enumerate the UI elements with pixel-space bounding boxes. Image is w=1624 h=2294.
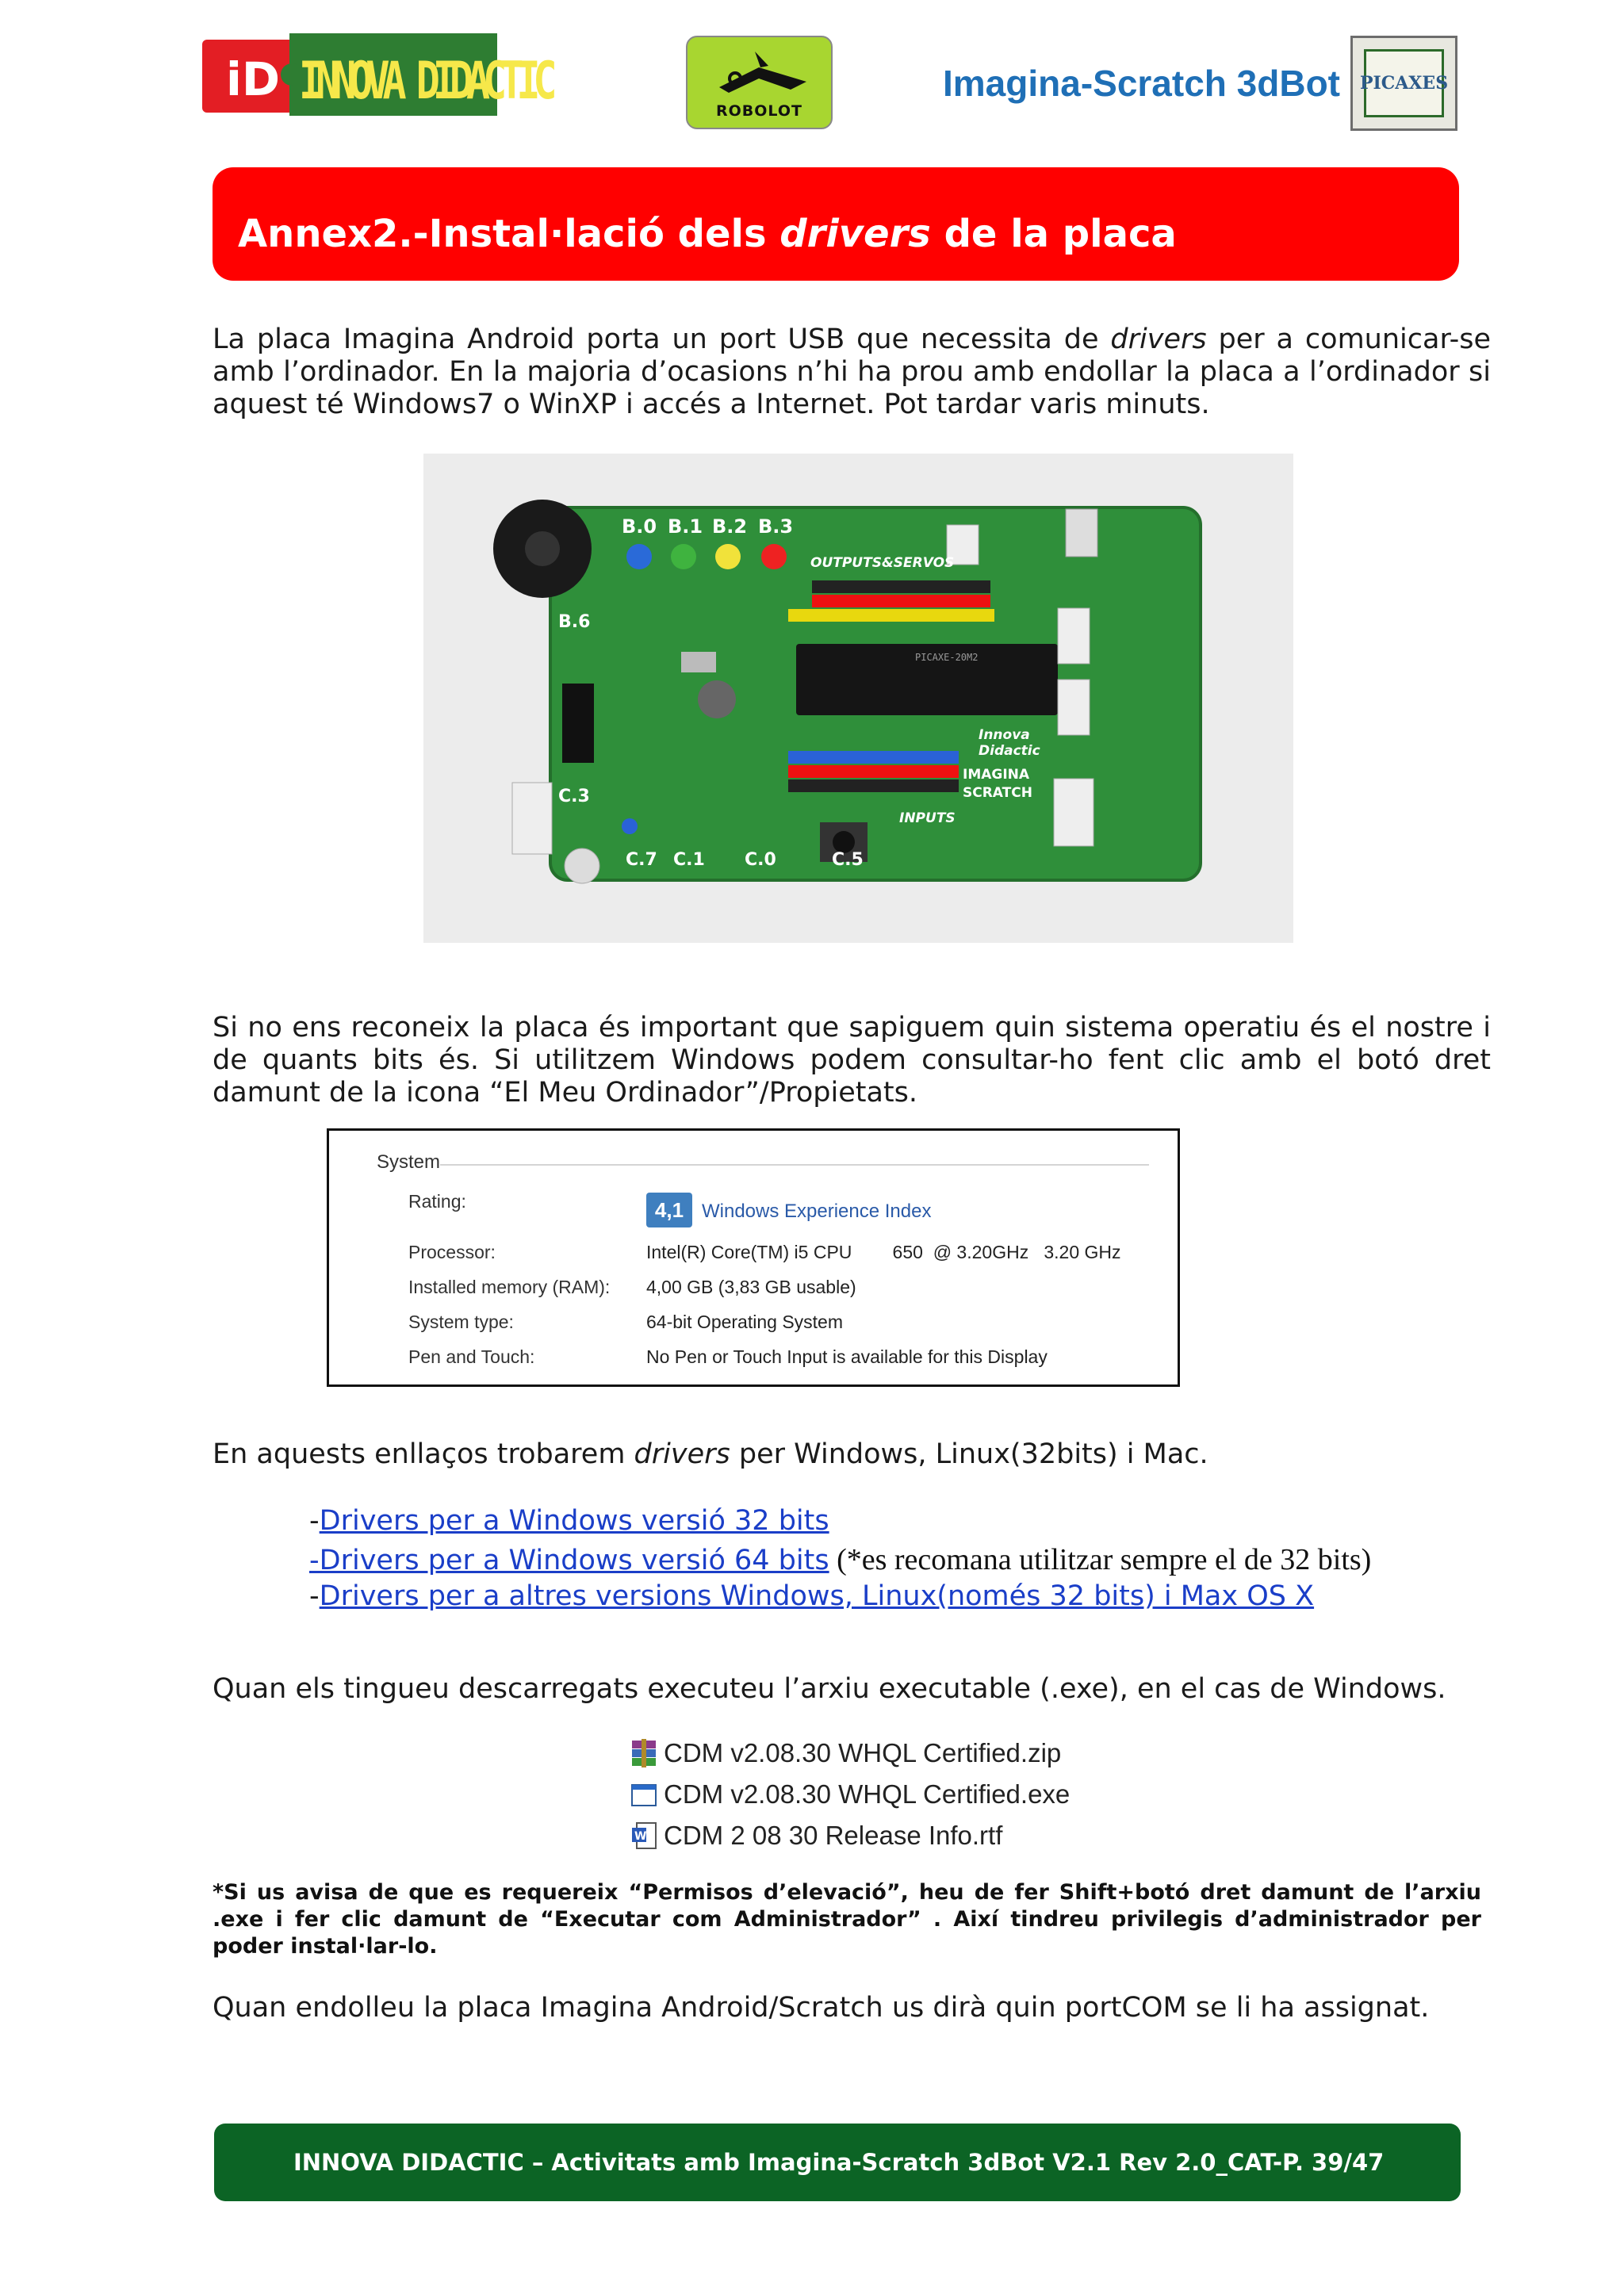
label-inputs: INPUTS xyxy=(899,810,956,826)
links-intro xyxy=(213,1438,1491,1471)
link-3-dash: - xyxy=(309,1580,320,1612)
system-properties-screenshot xyxy=(327,1128,1180,1387)
label-chip: PICAXE-20M2 xyxy=(915,652,979,663)
label-c7: C.7 xyxy=(626,850,657,870)
pen-touch-value: No Pen or Touch Input is available for this Display xyxy=(646,1346,1048,1367)
section-title xyxy=(238,212,1177,256)
label-b6: B.6 xyxy=(558,612,591,632)
file-item-exe[interactable] xyxy=(630,1775,1070,1813)
rating-label: Rating: xyxy=(408,1191,466,1212)
document-header-title: Imagina-Scratch 3dBot xyxy=(943,63,1340,104)
winrar-archive-icon xyxy=(630,1739,657,1767)
robolot-logo xyxy=(686,36,833,129)
os-paragraph: Si no ens reconeix la placa és important que sapiguem quin sistema operatiu és el nostre i de quants bits és. Si utilitzem Windows podem consultar-ho fent clic amb el botó dret damunt de la icona “El Meu Ordinador”/Propietats. xyxy=(213,1012,1491,1109)
link-line-2 xyxy=(309,1542,1371,1577)
robolot-emblem-icon xyxy=(711,44,810,99)
links-intro-italic: drivers xyxy=(634,1438,730,1470)
svg-text:W: W xyxy=(634,1830,647,1843)
label-outputs: OUTPUTS&SERVOS xyxy=(810,555,955,571)
driver-file-list xyxy=(630,1731,1071,1874)
intro-text-1: La placa Imagina Android porta un port USB que necessita de xyxy=(213,324,1111,355)
intro-italic: drivers xyxy=(1110,324,1207,355)
system-title: System xyxy=(377,1151,441,1173)
robolot-logo-text: ROBOLOT xyxy=(716,102,802,120)
page-footer xyxy=(214,2124,1461,2201)
pen-touch-label: Pen and Touch: xyxy=(408,1346,535,1367)
drivers-windows-64-link[interactable]: -Drivers per a Windows versió 64 bits xyxy=(309,1545,829,1576)
svg-text:iD: iD xyxy=(226,52,281,106)
windows-experience-index-link[interactable]: Windows Experience Index xyxy=(702,1201,932,1222)
file-item-rtf[interactable] xyxy=(630,1817,1002,1855)
section-title-prefix: Annex2.-Instal·lació dels xyxy=(238,212,780,256)
memory-value: 4,00 GB (3,83 GB usable) xyxy=(646,1277,856,1297)
label-c1: C.1 xyxy=(673,850,705,870)
processor-value: Intel(R) Core(TM) i5 CPU 650 @ 3.20GHz 3.20 GHz xyxy=(646,1242,1121,1262)
executable-window-icon xyxy=(630,1780,657,1809)
label-imagina: IMAGINA xyxy=(963,767,1030,783)
label-c5: C.5 xyxy=(832,850,864,870)
drivers-windows-32-link[interactable]: Drivers per a Windows versió 32 bits xyxy=(319,1505,829,1537)
word-document-icon xyxy=(630,1821,657,1850)
links-intro-text-2: per Windows, Linux(32bits) i Mac. xyxy=(730,1438,1208,1470)
link-1-dash: - xyxy=(309,1505,320,1537)
footer-text: INNOVA DIDACTIC – Activitats amb Imagina-Scratch 3dBot V2.1 Rev 2.0_CAT-P. 39/47 xyxy=(293,2149,1385,2176)
file-name: CDM 2 08 30 Release Info.rtf xyxy=(664,1821,1003,1850)
recommend-32-note: (*es recomana utilitzar sempre el de 32 bits) xyxy=(829,1543,1372,1576)
picaxes-logo xyxy=(1350,36,1457,131)
section-title-suffix: de la placa xyxy=(930,212,1177,256)
label-c3: C.3 xyxy=(558,787,590,806)
intro-paragraph xyxy=(213,324,1491,421)
label-b1: B.1 xyxy=(668,515,703,538)
imagina-board-photo xyxy=(423,454,1293,943)
label-innova: Innova Didactic xyxy=(979,727,1040,759)
links-intro-text-1: En aquests enllaços trobarem xyxy=(213,1438,634,1470)
system-type-value: 64-bit Operating System xyxy=(646,1312,844,1332)
label-b2: B.2 xyxy=(712,515,748,538)
intro-text-2: per a comunicar-se amb l’ordinador. En la majoria d’ocasions n’hi ha prou amb endollar la placa a l’ordinador si aquest té Windows7 o WinXP i accés a Internet. Pot tardar varis minuts. xyxy=(213,324,1491,420)
section-title-italic: drivers xyxy=(779,212,931,256)
port-paragraph: Quan endolleu la placa Imagina Android/Scratch us dirà quin portCOM se li ha assignat. xyxy=(213,1992,1430,2024)
label-scratch: SCRATCH xyxy=(963,785,1032,801)
innova-didactic-logo xyxy=(202,32,550,117)
memory-label: Installed memory (RAM): xyxy=(408,1277,611,1297)
drivers-other-os-link[interactable]: Drivers per a altres versions Windows, Linux(només 32 bits) i Max OS X xyxy=(319,1580,1315,1612)
system-type-label: System type: xyxy=(408,1312,514,1332)
admin-warning: *Si us avisa de que es requereix “Permisos d’elevació”, heu de fer Shift+botó dret damunt de l’arxiu .exe i fer clic damunt de “Executar com Administrador” . Així tindreu privilegis d’administrador per poder instal·lar-lo. xyxy=(213,1880,1481,1959)
link-line-1 xyxy=(309,1505,829,1538)
section-title-banner xyxy=(213,167,1459,281)
wei-score-badge: 4,1 xyxy=(646,1193,692,1227)
system-title-divider xyxy=(440,1164,1149,1166)
file-name: CDM v2.08.30 WHQL Certified.exe xyxy=(664,1779,1071,1809)
exec-paragraph: Quan els tingueu descarregats executeu l’arxiu executable (.exe), en el cas de Windows. xyxy=(213,1673,1446,1705)
label-b3: B.3 xyxy=(758,515,794,538)
file-name: CDM v2.08.30 WHQL Certified.zip xyxy=(664,1738,1062,1767)
label-c0: C.0 xyxy=(745,850,776,870)
picaxes-logo-text: PICAXES xyxy=(1364,49,1444,117)
link-line-3 xyxy=(309,1580,1314,1613)
processor-label: Processor: xyxy=(408,1242,496,1262)
file-item-zip[interactable] xyxy=(630,1734,1061,1772)
label-b0: B.0 xyxy=(622,515,657,538)
innova-logo-text: INNOVA DIDACTIC xyxy=(299,51,550,111)
